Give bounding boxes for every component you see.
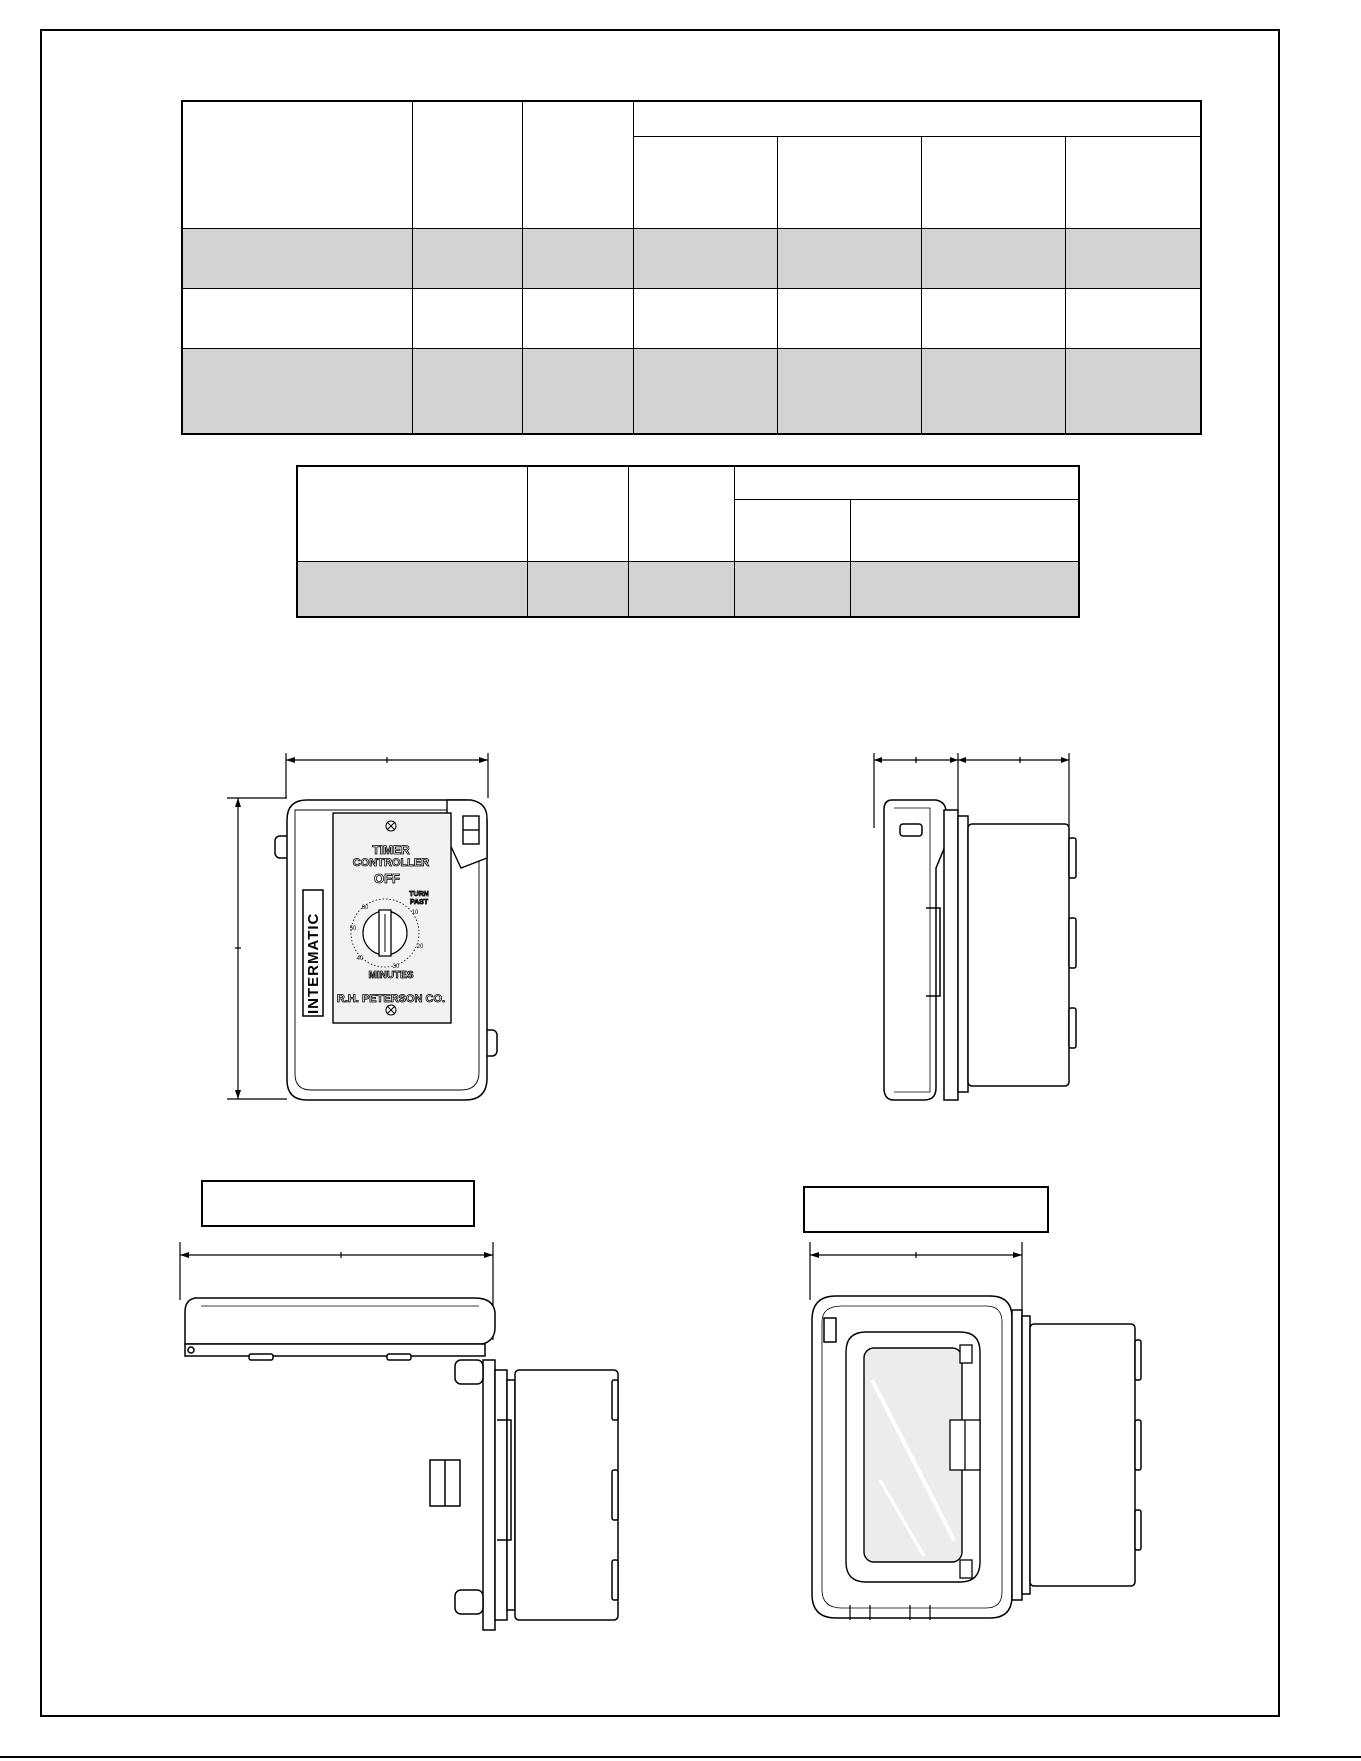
table-header-row xyxy=(182,101,1201,136)
open-cover-front-view-drawing xyxy=(800,1240,1160,1640)
timer-turn-label: TURN xyxy=(409,891,429,898)
cover-profile xyxy=(884,800,946,1100)
table-cell xyxy=(921,228,1065,288)
table-row xyxy=(182,348,1201,434)
table-cell xyxy=(522,228,633,288)
table-cell xyxy=(777,348,921,434)
dial-number: 20 xyxy=(416,944,424,950)
dial-number: 30 xyxy=(392,964,400,970)
box-body-side xyxy=(430,1360,618,1630)
header-cell xyxy=(527,466,628,561)
timer-subtitle: CONTROLLER xyxy=(352,857,430,869)
timer-units-label: MINUTES xyxy=(368,970,414,981)
opened-cover xyxy=(185,1298,495,1360)
table-cell xyxy=(182,228,412,288)
header-subcell xyxy=(633,136,777,228)
header-subcell xyxy=(850,499,1079,561)
table-cell xyxy=(633,288,777,348)
dial-number: 10 xyxy=(411,910,419,916)
dial-number: 40 xyxy=(356,956,364,962)
table-row xyxy=(297,561,1079,617)
width-dimension-line xyxy=(286,753,488,798)
box-body-side xyxy=(944,810,1076,1100)
header-cell xyxy=(297,466,527,561)
table-cell xyxy=(850,561,1079,617)
screw-icon xyxy=(386,1005,396,1015)
table-cell xyxy=(777,288,921,348)
open-cover-side-view-drawing xyxy=(175,1240,615,1640)
bottom-rule xyxy=(0,1756,1361,1758)
front-view-drawing xyxy=(225,748,515,1108)
header-subcell xyxy=(921,136,1065,228)
header-cell xyxy=(628,466,734,561)
table-cell xyxy=(412,288,522,348)
header-group-cell xyxy=(734,466,1079,499)
dial-number: 50 xyxy=(349,926,357,932)
table-cell xyxy=(182,348,412,434)
header-subcell xyxy=(1065,136,1201,228)
maker-label: R.H. PETERSON CO. xyxy=(336,993,446,1005)
table-row xyxy=(182,288,1201,348)
box-body-side xyxy=(1012,1310,1141,1600)
timer-past-label: PAST xyxy=(409,899,429,906)
header-subcell xyxy=(777,136,921,228)
table-header-row xyxy=(297,466,1079,499)
table-cell xyxy=(921,348,1065,434)
dial-number: 60 xyxy=(361,905,369,911)
table-cell xyxy=(182,288,412,348)
table-row xyxy=(182,228,1201,288)
table-cell xyxy=(522,288,633,348)
table-cell xyxy=(777,228,921,288)
spec-table-main xyxy=(181,100,1202,435)
header-group-cell xyxy=(633,101,1201,136)
table-cell xyxy=(527,561,628,617)
table-cell xyxy=(628,561,734,617)
table-cell xyxy=(1065,228,1201,288)
table-cell xyxy=(522,348,633,434)
timer-title: TIMER xyxy=(372,843,410,857)
screw-icon xyxy=(386,821,396,831)
cover-brand-text: INTERMATIC xyxy=(305,912,322,1014)
side-view-drawing xyxy=(870,748,1080,1108)
table-cell xyxy=(297,561,527,617)
table-cell xyxy=(412,348,522,434)
caption-box-right xyxy=(803,1186,1049,1233)
header-subcell xyxy=(734,499,850,561)
table-cell xyxy=(633,228,777,288)
header-cell xyxy=(522,101,633,228)
table-cell xyxy=(921,288,1065,348)
table-cell xyxy=(1065,288,1201,348)
spec-table-secondary xyxy=(296,465,1080,618)
table-cell xyxy=(412,228,522,288)
table-cell xyxy=(1065,348,1201,434)
table-cell xyxy=(734,561,850,617)
table-cell xyxy=(633,348,777,434)
header-cell xyxy=(412,101,522,228)
header-cell xyxy=(182,101,412,228)
caption-box-left xyxy=(201,1180,475,1227)
timer-off-label: OFF xyxy=(374,871,400,886)
